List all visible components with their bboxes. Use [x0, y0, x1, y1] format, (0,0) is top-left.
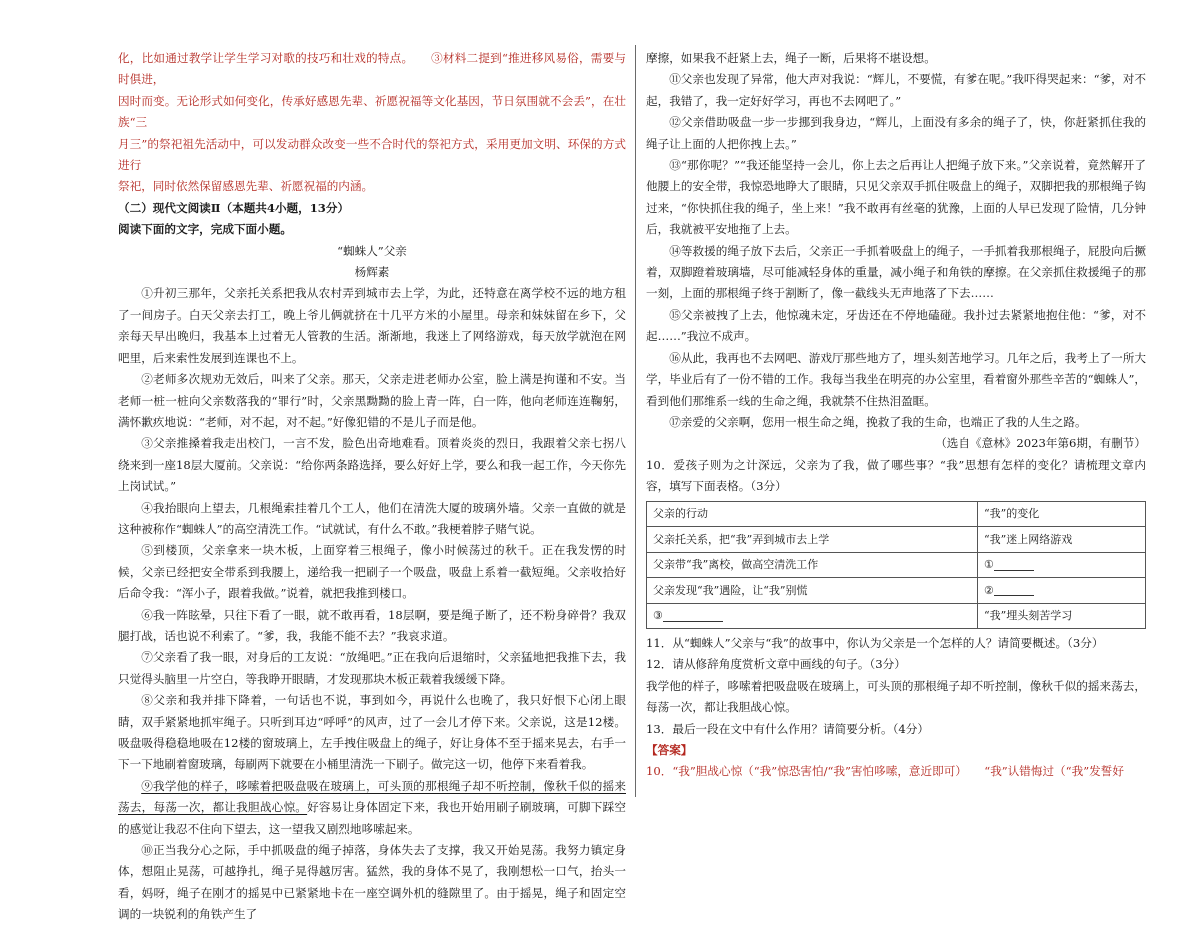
table-cell: “我”的变化 [978, 501, 1146, 527]
table-cell: 父亲带“我”离校，做高空清洗工作 [647, 552, 978, 578]
paragraph-1: ①升初三那年，父亲托关系把我从农村弄到城市去上学，为此，还特意在离学校不远的地方租了一间房子。白天父亲去打工，晚上爷儿俩就挤在十几平方米的小屋里。母亲和妹妹留在乡下，父亲每天早出晚归，我基本上过着无人管教的生活。渐渐地，我迷上了网络游戏，每天放学就泡在网吧里，后来索性发展到连课也不上。 [118, 286, 626, 365]
paragraph-13: ⑬“那你呢？”“我还能坚持一会儿，你上去之后再让人把绳子放下来。”父亲说着，竟然解开了他腰上的安全带，我惊恐地睁大了眼睛，只见父亲双手抓住吸盘上的绳子，双脚把我的那根绳子钩过来，“你快抓住我的绳子，坐上来！”我不敢再有丝毫的犹豫，上面的人早已发现了险情，几分钟后，我就被平安地拖了上去。 [646, 158, 1146, 237]
underlined-sentence: ⑨我学他的样子，哆嗦着把吸盘吸在玻璃上，可头顶的那根绳子却不听控制，像秋千似的摇来荡去，每荡一次，都让我胆战心惊。 [118, 778, 626, 815]
answer-table [646, 501, 1146, 630]
section-header: （二）现代文阅读Ⅱ（本题共4小题，13分） [118, 200, 350, 215]
table-cell: “我”埋头刻苦学习 [978, 603, 1146, 629]
fill-blank [994, 560, 1034, 571]
paragraph-10-continued: 摩擦，如果我不赶紧上去，绳子一断，后果将不堪设想。 [646, 51, 936, 65]
table-row [647, 552, 1146, 578]
left-column [118, 48, 626, 926]
table-row [647, 527, 1146, 553]
table-cell [978, 578, 1146, 604]
paragraph-11: ⑪父亲也发现了异常，他大声对我说：“辉儿，不要慌，有爹在呢。”我吓得哭起来：“爹，对不起，我错了，我一定好好学习，再也不去网吧了。” [646, 72, 1146, 108]
paragraph-6: ⑥我一阵眩晕，只往下看了一眼，就不敢再看，18层啊，要是绳子断了，还不粉身碎骨？我双腿打战，话也说不利索了。“爹，我，我能不能不去？”我哀求道。 [118, 607, 626, 643]
paragraph-9 [118, 776, 626, 840]
article-author: 杨辉素 [354, 265, 390, 280]
question-12: 12．请从修辞角度赏析文章中画线的句子。（3分） [646, 657, 906, 672]
paragraph-17: ⑰亲爱的父亲啊，您用一根生命之绳，挽救了我的生命，也端正了我的人生之路。 [669, 414, 1087, 429]
intro-red-line: 化，比如通过教学让学生学习对歌的技巧和壮戏的特点。 ③材料二提到“推进移风易俗，需要与时俱进， [118, 51, 626, 87]
paragraph-4: ④我抬眼向上望去，几根绳索挂着几个工人，他们在清洗大厦的玻璃外墙。父亲一直做的就是这种被称作“蜘蛛人”的高空清洗工作。“试就试，有什么不敢。”我梗着脖子赌气说。 [118, 500, 626, 536]
paragraph-5: ⑤到楼顶，父亲拿来一块木板，上面穿着三根绳子，像小时候荡过的秋千。正在我发愣的时候，父亲已经把安全带系到我腰上，递给我一把刷子一个吸盘，吸盘上系着一截短绳。父亲收拾好后命令我：“浑小子，跟着我做。”说着，就把我推到楼口。 [118, 543, 626, 601]
intro-red-line: 祭祀，同时依然保留感恩先辈、祈愿祝福的内涵。 [118, 179, 374, 194]
fill-blank [994, 585, 1034, 596]
table-cell [647, 603, 978, 629]
paragraph-16: ⑯从此，我再也不去网吧、游戏厅那些地方了，埋头刻苦地学习。几年之后，我考上了一所大学，毕业后有了一份不错的工作。我每当我坐在明亮的办公室里，看着窗外那些辛苦的“蜘蛛人”，看到他们那维系一线的生命之绳，我就禁不住热泪盈眶。 [646, 350, 1146, 408]
blank-label: ③ [653, 609, 663, 623]
question-10: 10．爱孩子则为之计深远，父亲为了我，做了哪些事？“我”思想有怎样的变化？请梳理文章内容，填写下面表格。（3分） [646, 457, 1146, 494]
table-row [647, 603, 1146, 629]
paragraph-8: ⑧父亲和我并排下降着，一句话也不说，事到如今，再说什么也晚了，我只好恨下心闭上眼睛，双手紧紧地抓牢绳子。只听到耳边“呼呼”的风声，过了一会儿才停下来。父亲说，这是12楼。吸盘吸得稳稳地吸在12楼的窗玻璃上，左手拽住吸盘上的绳子，好让身体不至于摇来晃去，右手一下一下地刷着窗玻璃，每刷两下就要在小桶里清洗一下刷子。做完这一切，他停下来看着我。 [118, 693, 626, 772]
question-13: 13．最后一段在文中有什么作用？请简要分析。（4分） [646, 721, 929, 736]
blank-label: ① [984, 558, 994, 572]
paragraph-2: ②老师多次规劝无效后，叫来了父亲。那天，父亲走进老师办公室，脸上满是拘谨和不安。当老师一桩一桩向父亲数落我的“罪行”时，父亲黑黝黝的脸上青一阵，白一阵，他向老师连连鞠躬，满怀歉疚地说：“老师，对不起，对不起。”好像犯错的不是儿子而是他。 [118, 372, 626, 429]
paragraph-14: ⑭等救援的绳子放下去后，父亲正一手抓着吸盘上的绳子，一手抓着我那根绳子，屁股向后撅着，双脚蹬着玻璃墙，尽可能减轻身体的重量，减小绳子和角铁的摩擦。在父亲抓住救援绳子的那一刻，上面的那根绳子终于割断了，像一截线头无声地落了下去…… [646, 243, 1146, 301]
table-row [647, 578, 1146, 604]
answer-10: 10．“我”胆战心惊（“我”惊恐害怕/“我”害怕哆嗦，意近即可） “我”认错悔过（“我”发誓好 [646, 764, 1124, 779]
answer-tag: 【答案】 [646, 743, 693, 758]
blank-label: ② [984, 583, 994, 597]
right-column [646, 48, 1146, 783]
article-title: “蜘蛛人”父亲 [337, 243, 407, 258]
fill-blank [663, 611, 723, 622]
column-divider [635, 45, 636, 797]
paragraph-12: ⑫父亲借助吸盘一步一步挪到我身边，“辉儿，上面没有多余的绳子了，快，你赶紧抓住我的绳子让上面的人把你拽上去。” [646, 115, 1146, 151]
table-cell: “我”迷上网络游戏 [978, 527, 1146, 553]
intro-red-line: 因时而变。无论形式如何变化，传承好感恩先辈、祈愿祝福等文化基因，节日氛围就不会丢”，在壮族“三 [118, 93, 626, 130]
intro-red-line: 月三”的祭祀祖先活动中，可以发动群众改变一些不合时代的祭祀方式，采用更加文明、环保的方式进行 [118, 136, 626, 173]
paragraph-9-rest: 好容易让身体固定下来，我也开始用刷子刷玻璃，可脚下踩空的感觉让我忍不住向下望去，这一望我又剧烈地哆嗦起来。 [118, 800, 626, 836]
question-11: 11．从“蜘蛛人”父亲与“我”的故事中，你认为父亲是一个怎样的人？请简要概述。（3分） [646, 636, 1104, 651]
paragraph-3: ③父亲推搡着我走出校门，一言不发，脸色出奇地难看。顶着炎炎的烈日，我跟着父亲七拐八绕来到一座18层大厦前。父亲说：“给你两条路选择，要么好好上学，要么和我一起工作，今天你先上岗试试。” [118, 436, 626, 494]
table-cell: 父亲发现“我”遇险，让“我”别慌 [647, 578, 978, 604]
table-cell: 父亲托关系，把“我”弄到城市去上学 [647, 527, 978, 553]
question-12-quote: 我学他的样子，哆嗦着把吸盘吸在玻璃上，可头顶的那根绳子却不听控制，像秋千似的摇来荡去，每荡一次，都让我胆战心惊。 [646, 678, 1146, 715]
instruction: 阅读下面的文字，完成下面小题。 [118, 222, 292, 237]
paragraph-10: ⑩正当我分心之际，手中抓吸盘的绳子掉落，身体失去了支撑，我又开始晃荡。我努力镇定身体，想阻止晃荡，可越挣扎，绳子晃得越厉害。猛然，我的身体不晃了，我刚想松一口气，抬头一看，妈呀，绳子在刚才的摇晃中已紧紧地卡在一座空调外机的缝隙里了。由于摇晃，绳子和固定空调的一块锐利的角铁产生了 [118, 843, 626, 922]
table-header-row [647, 501, 1146, 527]
paragraph-7: ⑦父亲看了我一眼，对身后的工友说：“放绳吧。”正在我向后退缩时，父亲猛地把我推下去，我只觉得头脑里一片空白，等我睁开眼睛，才发现那块木板正载着我缓缓下降。 [118, 650, 626, 686]
table-cell [978, 552, 1146, 578]
source-citation: （选自《意林》2023年第6期，有删节） [935, 436, 1146, 451]
table-cell: 父亲的行动 [647, 501, 978, 527]
paragraph-15: ⑮父亲被拽了上去，他惊魂未定，牙齿还在不停地磕碰。我扑过去紧紧地抱住他：“爹，对不起……”我泣不成声。 [646, 307, 1146, 344]
